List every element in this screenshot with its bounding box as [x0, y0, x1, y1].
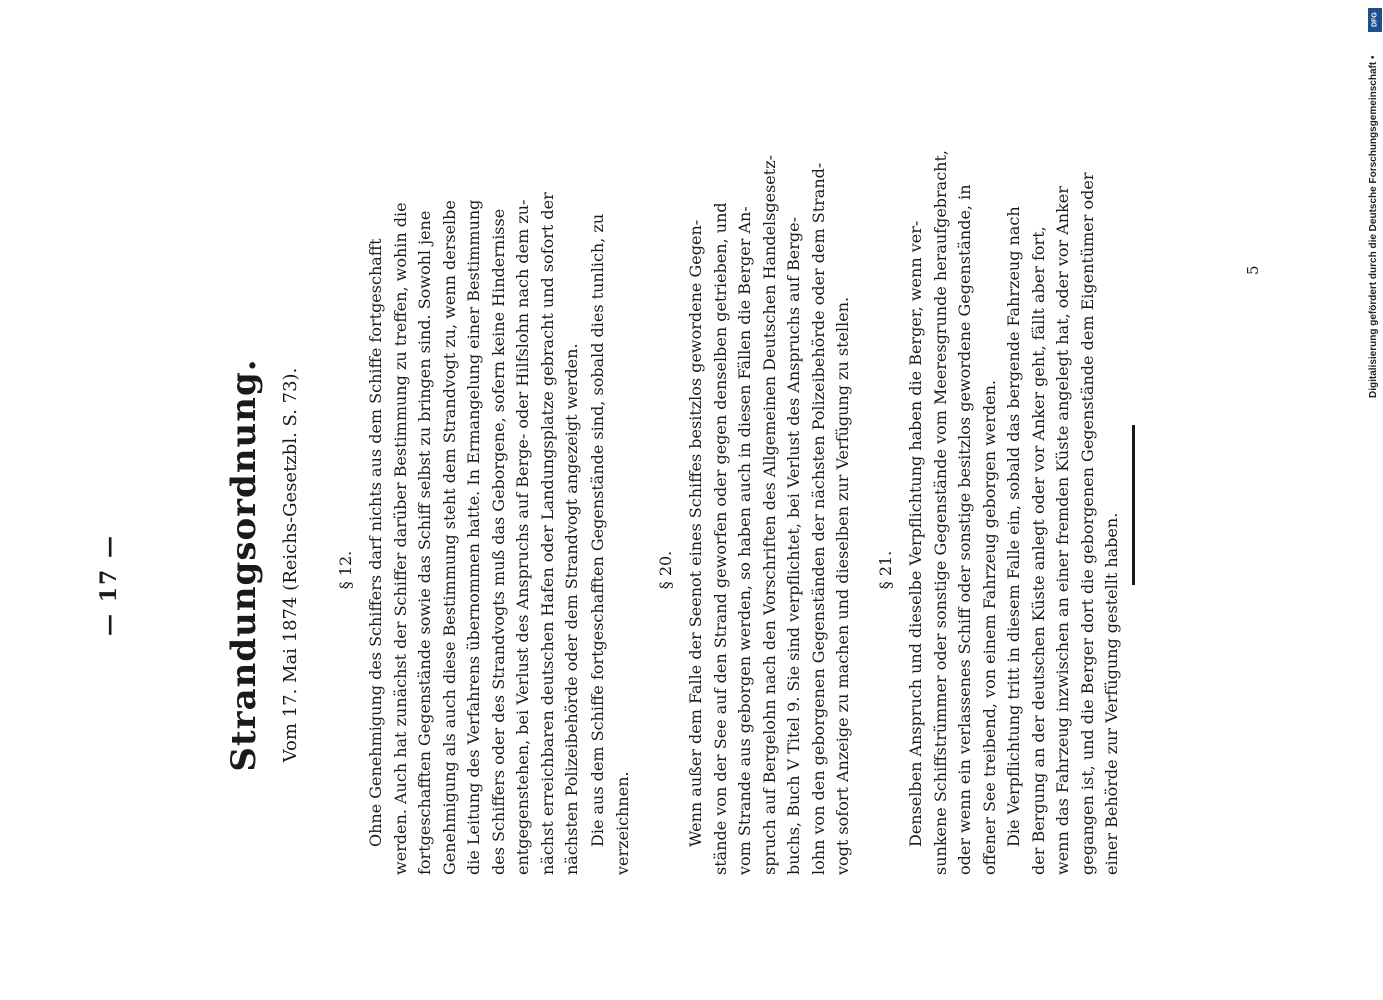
text-line: einer Behörde zur Verfügung gestellt haben.: [1102, 512, 1121, 875]
text-line: vogt sofort Anzeige zu machen und dieselben zur Verfügung zu stellen.: [833, 296, 852, 875]
section-20-paragraph-1: [684, 154, 856, 875]
digitization-credit: [1366, 8, 1383, 398]
sheet-number: 5: [1244, 265, 1262, 275]
text-line: werden. Auch hat zunächst der Schiffer darüber Bestimmung zu treffen, wohin die: [390, 202, 410, 875]
text-line: der Bergung an der deutschen Küste anlegt oder vor Anker geht, fällt aber fort,: [1028, 226, 1048, 875]
text-line: wenn das Fahrzeug inzwischen an einer fremden Küste angelegt hat, oder vor Anker: [1053, 186, 1072, 875]
text-line: Genehmigung als auch diese Bestimmung steht dem Strandvogt zu, wenn derselbe: [439, 200, 459, 875]
dfg-logo-badge: DFG: [1368, 8, 1382, 32]
text-line: Wenn außer dem Falle der Seenot eines Schiffes besitzlos gewordene Gegen-: [686, 219, 705, 847]
text-line: Die Verpflichtung tritt in diesem Falle ein, sobald das bergende Fahrzeug nach: [1004, 206, 1023, 847]
section-heading-20: § 20.: [656, 550, 675, 590]
closing-rule: [1132, 425, 1135, 585]
digitization-credit-text: Digitalisierung gefördert durch die Deutsche Forschungsgemeinschaft •: [1368, 55, 1379, 398]
section-21-paragraph-1: [904, 149, 1002, 875]
text-line: Ohne Genehmigung des Schiffers darf nichts aus dem Schiffe fortgeschafft: [366, 238, 385, 847]
text-line: vom Strande aus geborgen werden, so haben auch in diesen Fällen die Berger An-: [735, 206, 754, 875]
text-line: spruch auf Bergelohn nach den Vorschriften des Allgemeinen Deutschen Handelsgesetz-: [759, 154, 779, 875]
text-line: entgegenstehen, bei Verlust des Anspruchs auf Berge- oder Hilfslohn nach dem zu-: [513, 199, 532, 875]
page-number: — 17 —: [96, 534, 122, 636]
section-heading-21: § 21.: [876, 550, 895, 590]
text-line: Denselben Anspruch und dieselbe Verpflichtung haben die Berger, wenn ver-: [906, 220, 925, 847]
document-title: Strandungsordnung.: [224, 358, 264, 772]
text-line: oder wenn ein verlassenes Schiff oder sonstige besitzlos gewordene Gegenstände, in: [955, 184, 974, 875]
text-line: die Leitung des Verfahrens übernommen hatte. In Ermangelung einer Bestimmung: [464, 199, 483, 875]
text-line: nächsten Polizeibehörde oder dem Strandvogt angezeigt werden.: [562, 343, 581, 875]
text-line: gegangen ist, und die Berger dort die geborgenen Gegenstände dem Eigentümer oder: [1077, 172, 1097, 875]
section-21-paragraph-2: [1002, 172, 1125, 875]
section-12-paragraph-1: [364, 192, 585, 875]
text-line: Die aus dem Schiffe fortgeschafften Gegenstände sind, sobald dies tunlich, zu: [588, 213, 607, 847]
text-line: des Schiffers oder des Strandvogts muß das Geborgene, sofern keine Hindernisse: [488, 208, 508, 875]
text-line: nächst erreichbaren deutschen Hafen oder Landungsplatze gebracht und sofort der: [537, 192, 557, 875]
text-line: stände von der See auf den Strand geworfen oder gegen denselben getrieben, und: [710, 202, 730, 875]
section-heading-12: § 12.: [336, 550, 355, 590]
text-line: lohn von den geborgenen Gegenständen der nächsten Polizeibehörde oder dem Strand-: [808, 162, 828, 875]
text-line: verzeichnen.: [612, 771, 632, 875]
document-subtitle: Vom 17. Mai 1874 (Reichs-Gesetzbl. S. 73).: [280, 367, 301, 763]
section-12-paragraph-2: [586, 215, 635, 875]
text-line: buchs, Buch V Titel 9. Sie sind verpflichtet, bei Verlust des Anspruchs auf Berge-: [784, 217, 803, 875]
text-line: fortgeschafften Gegenstände sowie das Schiff selbst zu bringen sind. Sowohl jene: [415, 210, 434, 875]
rotated-document-page: [96, 149, 1262, 915]
text-line: offener See treibend, von einem Fahrzeug geborgen werden.: [979, 379, 999, 875]
text-line: sunkene Schiffstrümmer oder sonstige Gegenstände vom Meeresgrunde heraufgebracht,: [930, 149, 950, 875]
